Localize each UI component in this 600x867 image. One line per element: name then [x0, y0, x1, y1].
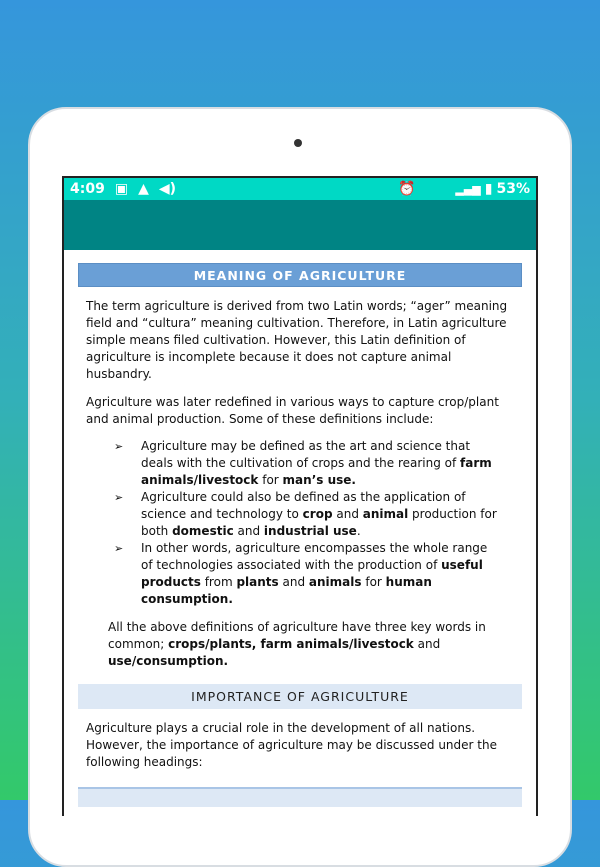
bold-text: farm animals/livestock: [141, 456, 492, 487]
screenshot-icon: ▣: [114, 181, 129, 197]
definition-list: [78, 438, 522, 608]
battery-charging-icon: ▮: [484, 181, 493, 197]
text: from: [200, 575, 237, 589]
alarm-icon: ⏰: [397, 181, 416, 197]
text: All the above definitions of agriculture have three key words in common;: [108, 620, 486, 651]
bold-text: industrial use: [263, 524, 357, 538]
text: .: [356, 524, 361, 538]
paragraph: Agriculture was later redefined in various ways to capture crop/plant and animal production. Some of these definitions include:: [86, 395, 499, 426]
screen: [62, 176, 538, 816]
bold-text: plants: [236, 575, 279, 589]
text: Agriculture may be defined as the art and science that deals with the cultivation of crops and the rearing of: [141, 439, 471, 470]
paragraph: [78, 619, 522, 670]
list-item: [114, 438, 502, 489]
text: and: [413, 637, 441, 651]
bold-text: crops/plants, farm animals/livestock: [168, 637, 414, 651]
bold-text: crop: [302, 507, 333, 521]
bold-text: human consumption.: [141, 575, 432, 606]
status-bar: [64, 178, 536, 200]
text: and: [233, 524, 264, 538]
warning-icon: ▲: [138, 181, 149, 197]
bold-text: domestic: [172, 524, 234, 538]
paragraph: Agriculture plays a crucial role in the development of all nations. However, the importance of agriculture may be discussed under the following headings:: [86, 721, 497, 769]
document-content[interactable]: [64, 250, 536, 807]
text: production for both: [141, 507, 497, 538]
text: In other words, agriculture encompasses the whole range of technologies associated with the production of: [141, 541, 488, 572]
clock: 4:09: [70, 181, 105, 197]
text: for: [258, 473, 283, 487]
bold-text: animal: [362, 507, 409, 521]
list-item: [114, 489, 502, 540]
bold-text: animals: [308, 575, 362, 589]
camera: [294, 139, 302, 147]
text: and: [332, 507, 363, 521]
battery-level: 53%: [496, 181, 530, 197]
list-item: [114, 540, 502, 608]
bold-text: useful products: [141, 558, 483, 589]
section-heading: MEANING OF AGRICULTURE: [78, 263, 522, 287]
app-toolbar: [64, 200, 536, 250]
paragraph: The term agriculture is derived from two Latin words; “ager” meaning field and “cultura” meaning cultivation. Therefore, in Latin agriculture simple means filed cultivation. However, this Latin definition of agriculture is incomplete because it does not capture animal husbandry.: [86, 299, 508, 381]
next-heading: [78, 787, 522, 807]
bold-text: man’s use.: [282, 473, 356, 487]
text: and: [278, 575, 309, 589]
bold-text: use/consumption.: [108, 654, 229, 668]
signal-icon: ▂▄▆: [455, 182, 481, 196]
volume-icon: ◀): [158, 181, 177, 197]
text: Agriculture could also be defined as the application of science and technology to: [141, 490, 466, 521]
section-heading: IMPORTANCE OF AGRICULTURE: [78, 684, 522, 709]
text: for: [361, 575, 386, 589]
